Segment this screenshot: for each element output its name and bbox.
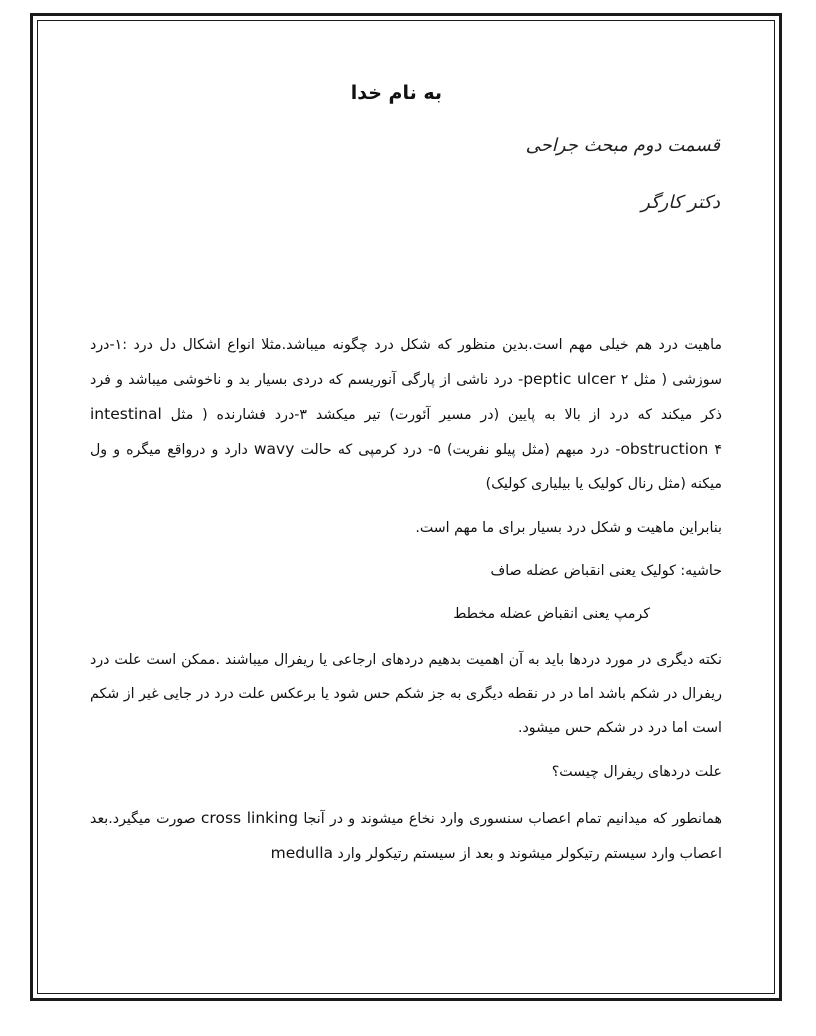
margin-note-cramp: کرمپ یعنی انقباض عضله مخطط — [453, 606, 650, 622]
term-peptic-ulcer: peptic ulcer — [523, 370, 616, 388]
paragraph-explanation — [90, 801, 722, 871]
paragraph-pain-types — [90, 328, 722, 501]
document-title: به نام خدا — [350, 82, 442, 104]
margin-note-colic: حاشیه: کولیک یعنی انقباض عضله صاف — [490, 563, 722, 579]
term-medulla: medulla — [270, 844, 334, 862]
document-body — [90, 328, 722, 884]
text-run: دارد و درواقع میگره و ول میکنه (مثل رنال کولیک یا بیلیاری کولیک) — [90, 442, 722, 492]
paragraph-importance: بنابراین ماهیت و شکل درد بسیار برای ما مهم است. — [415, 520, 722, 536]
term-cross-linking: cross linking — [200, 809, 299, 827]
text-run: ۴- درد مبهم (مثل پیلو نفریت) ۵- درد کرمپی که حالت — [294, 442, 723, 458]
text-run: همانطور که میدانیم تمام اعصاب سنسوری وارد نخاع میشوند و در آنجا — [298, 811, 722, 827]
question-heading: علت دردهای ریفرال چیست؟ — [551, 764, 722, 780]
term-intestinal-obstruction: intestinal obstruction — [90, 405, 709, 458]
paragraph-referred-pain: نکته دیگری در مورد دردها باید به آن اهمیت بدهیم دردهای ارجاعی یا ریفرال میباشند .ممکن است علت درد ریفرال در شکم باشد اما در در نقطه دیگری به جز شکم حس شود یا برعکس علت درد در جایی غیر از شکم است اما درد در شکم حس میشود. — [90, 652, 722, 736]
document-page — [90, 0, 722, 1036]
text-run: ۲- درد ناشی از پارگی آنوریسم که دردی بسیار بد و ناخوشی میباشد و فرد ذکر میکند که درد از بالا به پایین (در مسیر آئورت) تیر میکشد ۳-درد فشارنده ( مثل — [90, 372, 723, 423]
text-run: ماهیت درد هم خیلی مهم است.بدین منظور که شکل درد چگونه میباشد.مثلا انواع اشکال دل درد :۱-درد سوزشی ( مثل — [90, 337, 722, 388]
text-run: صورت میگیرد.بعد اعصاب وارد سیستم رتیکولر میشوند و بعد از سیستم رتیکولر وارد — [90, 811, 722, 862]
term-wavy: wavy — [253, 440, 295, 458]
document-subtitle: قسمت دوم مبحث جراحی — [525, 135, 720, 156]
document-author: دکتر کارگر — [641, 192, 720, 213]
